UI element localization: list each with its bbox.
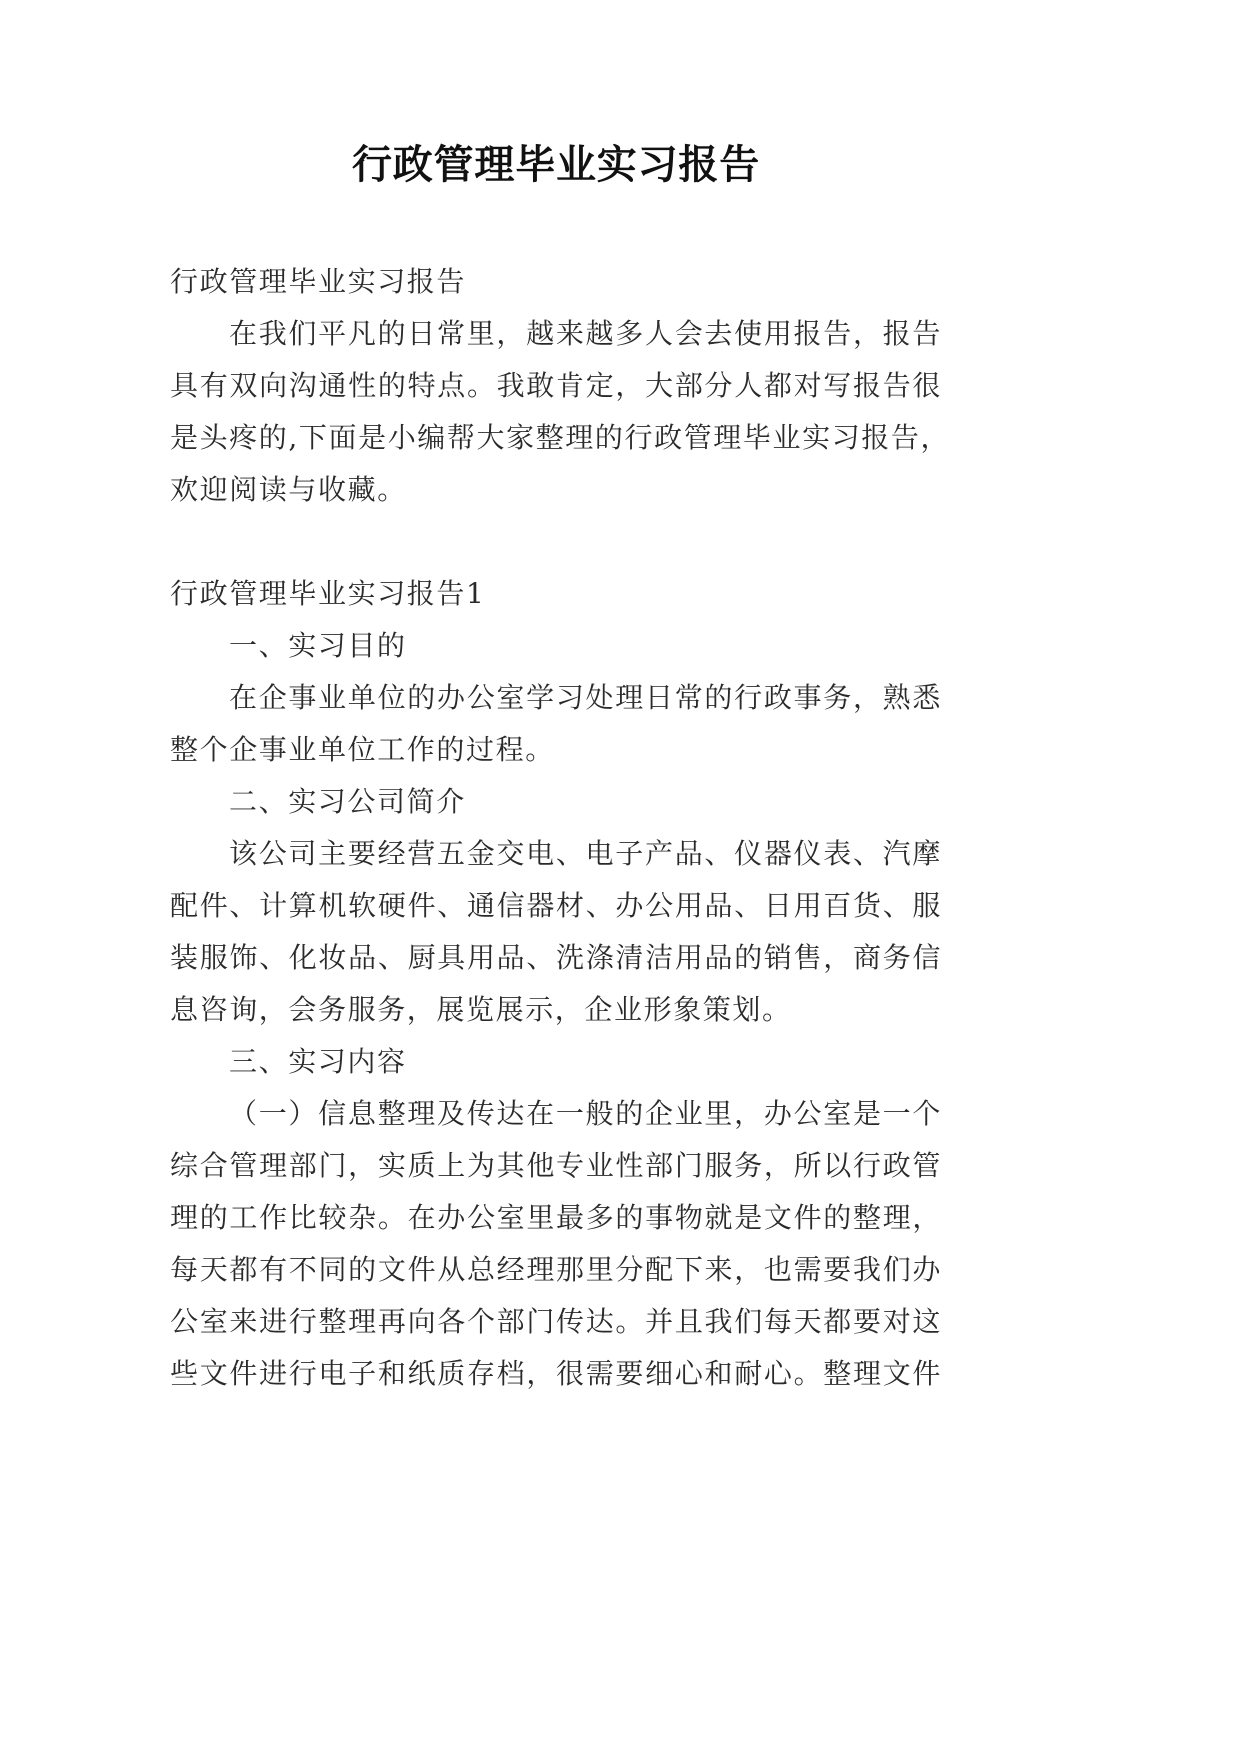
paragraph-line: 欢迎阅读与收藏。 bbox=[170, 473, 407, 506]
section-content bbox=[170, 1036, 942, 1400]
section-heading: 一、实习目的 bbox=[229, 629, 407, 662]
paragraph-line: 些文件进行电子和纸质存档，很需要细心和耐心。整理文件 bbox=[170, 1357, 942, 1390]
paragraph-line: 是头疼的,下面是小编帮大家整理的行政管理毕业实习报告， bbox=[170, 421, 951, 454]
paragraph-line: 综合管理部门，实质上为其他专业性部门服务，所以行政管 bbox=[170, 1149, 942, 1182]
paragraph-line: 该公司主要经营五金交电、电子产品、仪器仪表、汽摩 bbox=[229, 837, 942, 870]
paragraph-line: 整个企事业单位工作的过程。 bbox=[170, 733, 555, 766]
paragraph-line: 装服饰、化妆品、厨具用品、洗涤清洁用品的销售，商务信 bbox=[170, 941, 942, 974]
paragraph-line: 每天都有不同的文件从总经理那里分配下来，也需要我们办 bbox=[170, 1253, 942, 1286]
paragraph-line: 理的工作比较杂。在办公室里最多的事物就是文件的整理， bbox=[170, 1201, 942, 1234]
intro-paragraph bbox=[170, 308, 951, 516]
paragraph-line: 在我们平凡的日常里，越来越多人会去使用报告，报告 bbox=[229, 317, 942, 350]
blank-line bbox=[170, 516, 942, 568]
paragraph-line: 公室来进行整理再向各个部门传达。并且我们每天都要对这 bbox=[170, 1305, 942, 1338]
section-company-intro bbox=[170, 776, 942, 1036]
report-name-line: 行政管理毕业实习报告 bbox=[170, 265, 467, 298]
paragraph-line: 息咨询，会务服务，展览展示，企业形象策划。 bbox=[170, 993, 792, 1026]
section-heading: 三、实习内容 bbox=[229, 1045, 407, 1078]
paragraph-line: 具有双向沟通性的特点。我敢肯定，大部分人都对写报告很 bbox=[170, 369, 942, 402]
document-title: 行政管理毕业实习报告 bbox=[352, 141, 760, 188]
section-heading: 二、实习公司简介 bbox=[229, 785, 466, 818]
section-purpose bbox=[170, 620, 942, 776]
paragraph-line: 配件、计算机软硬件、通信器材、办公用品、日用百货、服 bbox=[170, 889, 942, 922]
paragraph-line: 在企事业单位的办公室学习处理日常的行政事务，熟悉 bbox=[229, 681, 942, 714]
report-heading: 行政管理毕业实习报告1 bbox=[170, 577, 486, 610]
document-body bbox=[170, 256, 951, 1400]
paragraph-line: （一）信息整理及传达在一般的企业里，办公室是一个 bbox=[229, 1097, 942, 1130]
